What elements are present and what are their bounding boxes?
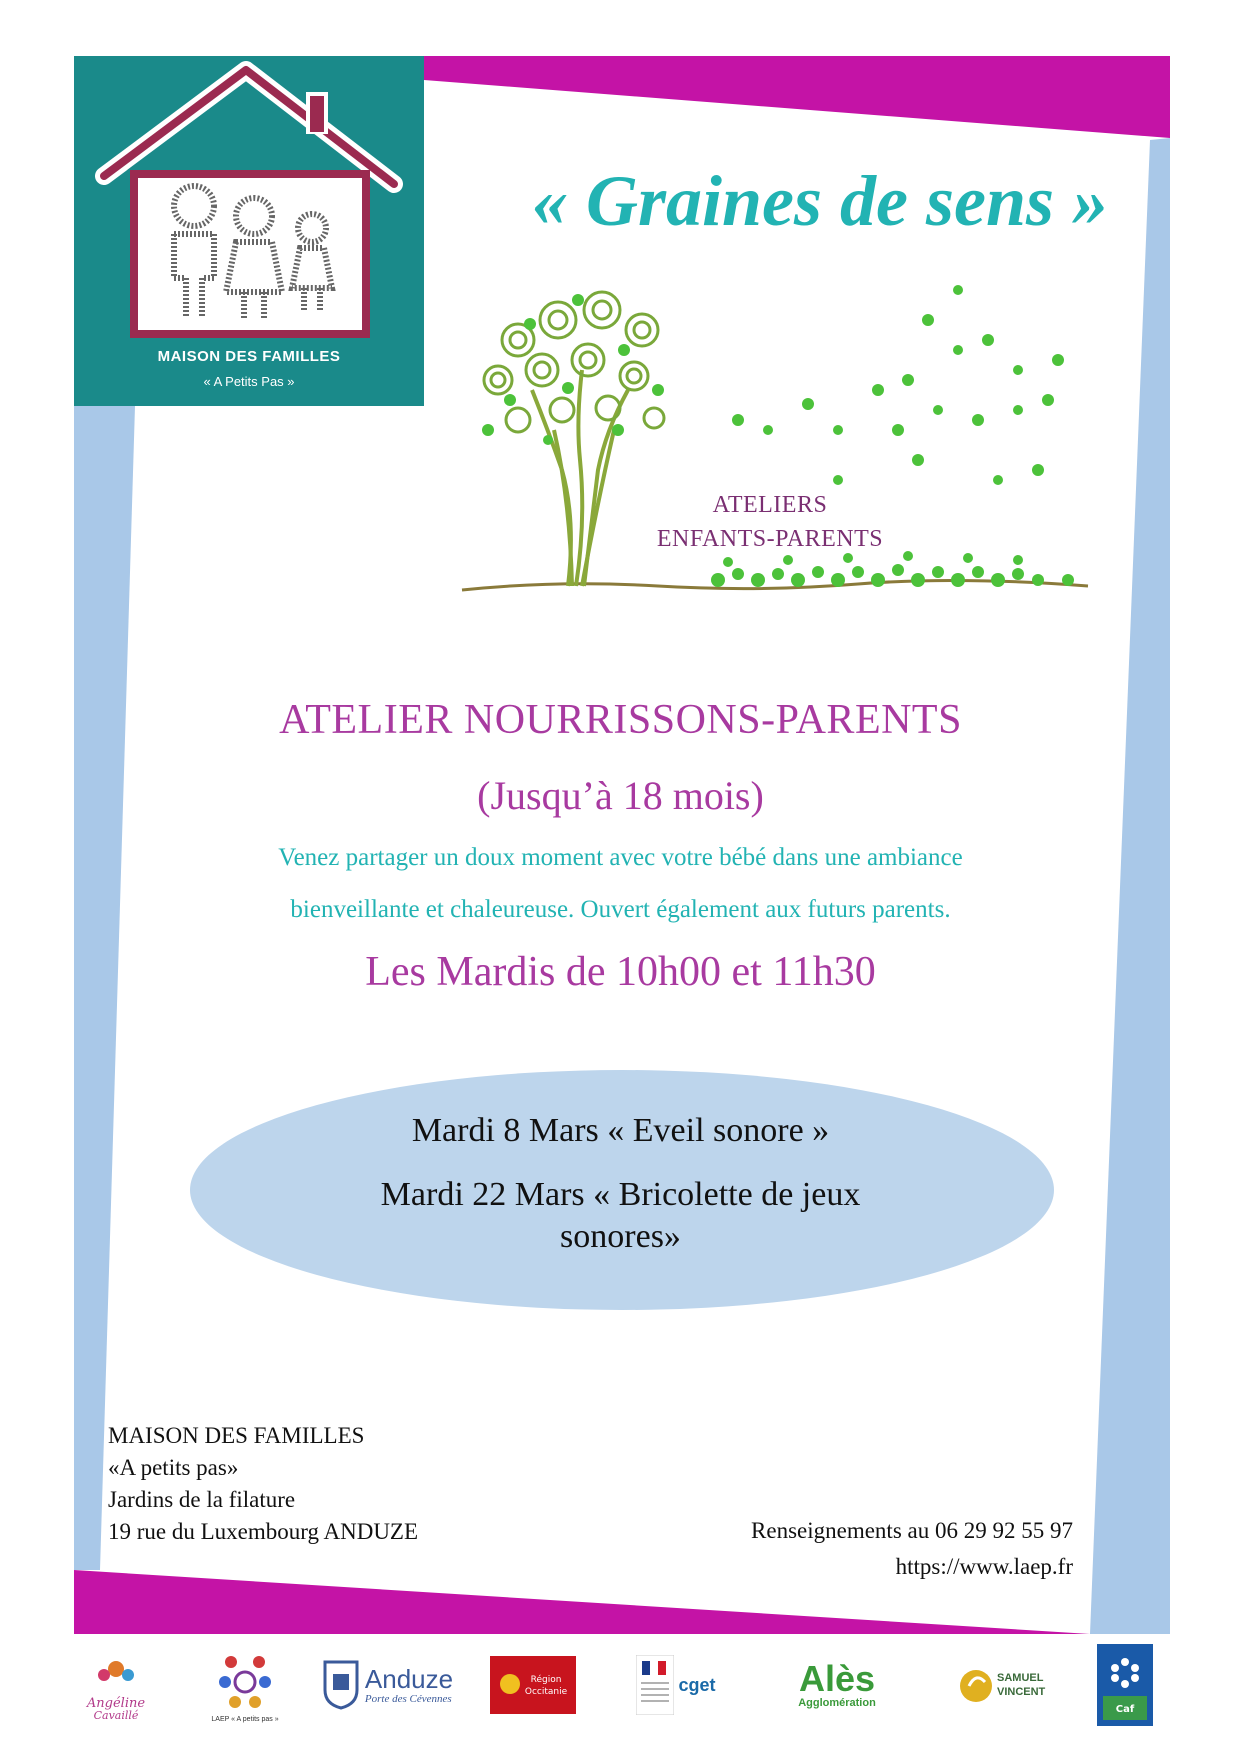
partner-logo-cget — [636, 1640, 716, 1730]
svg-text:Cavaillé: Cavaillé — [93, 1709, 139, 1722]
logo-subtitle: « A Petits Pas » — [203, 374, 295, 389]
address-block — [108, 1420, 418, 1548]
event-description-line-1: Venez partager un doux moment avec votre bébé dans une ambiance — [278, 844, 963, 871]
svg-text:Région: Région — [530, 1675, 562, 1685]
illustration-caption — [620, 488, 920, 556]
address-line-2: «A petits pas» — [108, 1455, 239, 1480]
address-line-1: MAISON DES FAMILLES — [108, 1423, 365, 1448]
session-1: Mardi 8 Mars « Eveil sonore » — [411, 1112, 830, 1149]
tree-illustration — [458, 280, 1098, 610]
right-blue-band — [1090, 138, 1170, 1634]
caption-line-2: ENFANTS-PARENTS — [656, 526, 884, 552]
partner-logo-angeline — [76, 1640, 156, 1730]
event-schedule: Les Mardis de 10h00 et 11h30 — [365, 949, 876, 995]
contact-phone: Renseignements au 06 29 92 55 97 — [751, 1518, 1073, 1543]
ales-name: Alès — [798, 1658, 876, 1699]
top-magenta-band — [424, 56, 1170, 138]
partner-logo-caf — [1096, 1640, 1154, 1730]
samuel-vincent-name: SAMUEL VINCENT — [997, 1672, 1046, 1698]
cget-label: cget — [678, 1674, 716, 1695]
partner-logo-ales — [782, 1640, 892, 1730]
address-line-4: 19 rue du Luxembourg ANDUZE — [108, 1519, 419, 1544]
session-2-continued: sonores» — [560, 1218, 681, 1255]
address-line-3: Jardins de la filature — [108, 1487, 296, 1512]
svg-text:Occitanie: Occitanie — [524, 1687, 568, 1697]
laep-caption: LAEP « A petits pas » — [211, 1715, 279, 1723]
event-name: ATELIER NOURRISSONS-PARENTS — [279, 697, 962, 743]
partner-logo-anduze — [318, 1640, 458, 1730]
svg-text:Angéline: Angéline — [86, 1696, 146, 1711]
caption-line-1: ATELIERS — [712, 492, 828, 518]
maison-des-familles-logo — [74, 56, 424, 406]
partner-logo-samuel-vincent — [956, 1640, 1060, 1730]
contact-block — [751, 1513, 1073, 1585]
partner-logo-laep — [200, 1640, 290, 1730]
session-2: Mardi 22 Mars « Bricolette de jeux — [380, 1176, 861, 1213]
contact-website[interactable]: https://www.laep.fr — [895, 1554, 1073, 1579]
page-title: « Graines de sens » — [531, 161, 1109, 241]
svg-text:Caf: Caf — [1115, 1704, 1135, 1715]
house-family-icon — [74, 56, 424, 346]
partner-logo-occitanie — [488, 1640, 578, 1730]
event-age: (Jusqu’à 18 mois) — [477, 773, 764, 818]
anduze-tagline: Porte des Cévennes — [364, 1693, 452, 1705]
event-description-line-2: bienveillante et chaleureuse. Ouvert également aux futurs parents. — [290, 896, 951, 923]
ales-sub: Agglomération — [798, 1697, 876, 1709]
logo-title: MAISON DES FAMILLES — [157, 348, 341, 365]
anduze-name: Anduze — [364, 1664, 454, 1694]
